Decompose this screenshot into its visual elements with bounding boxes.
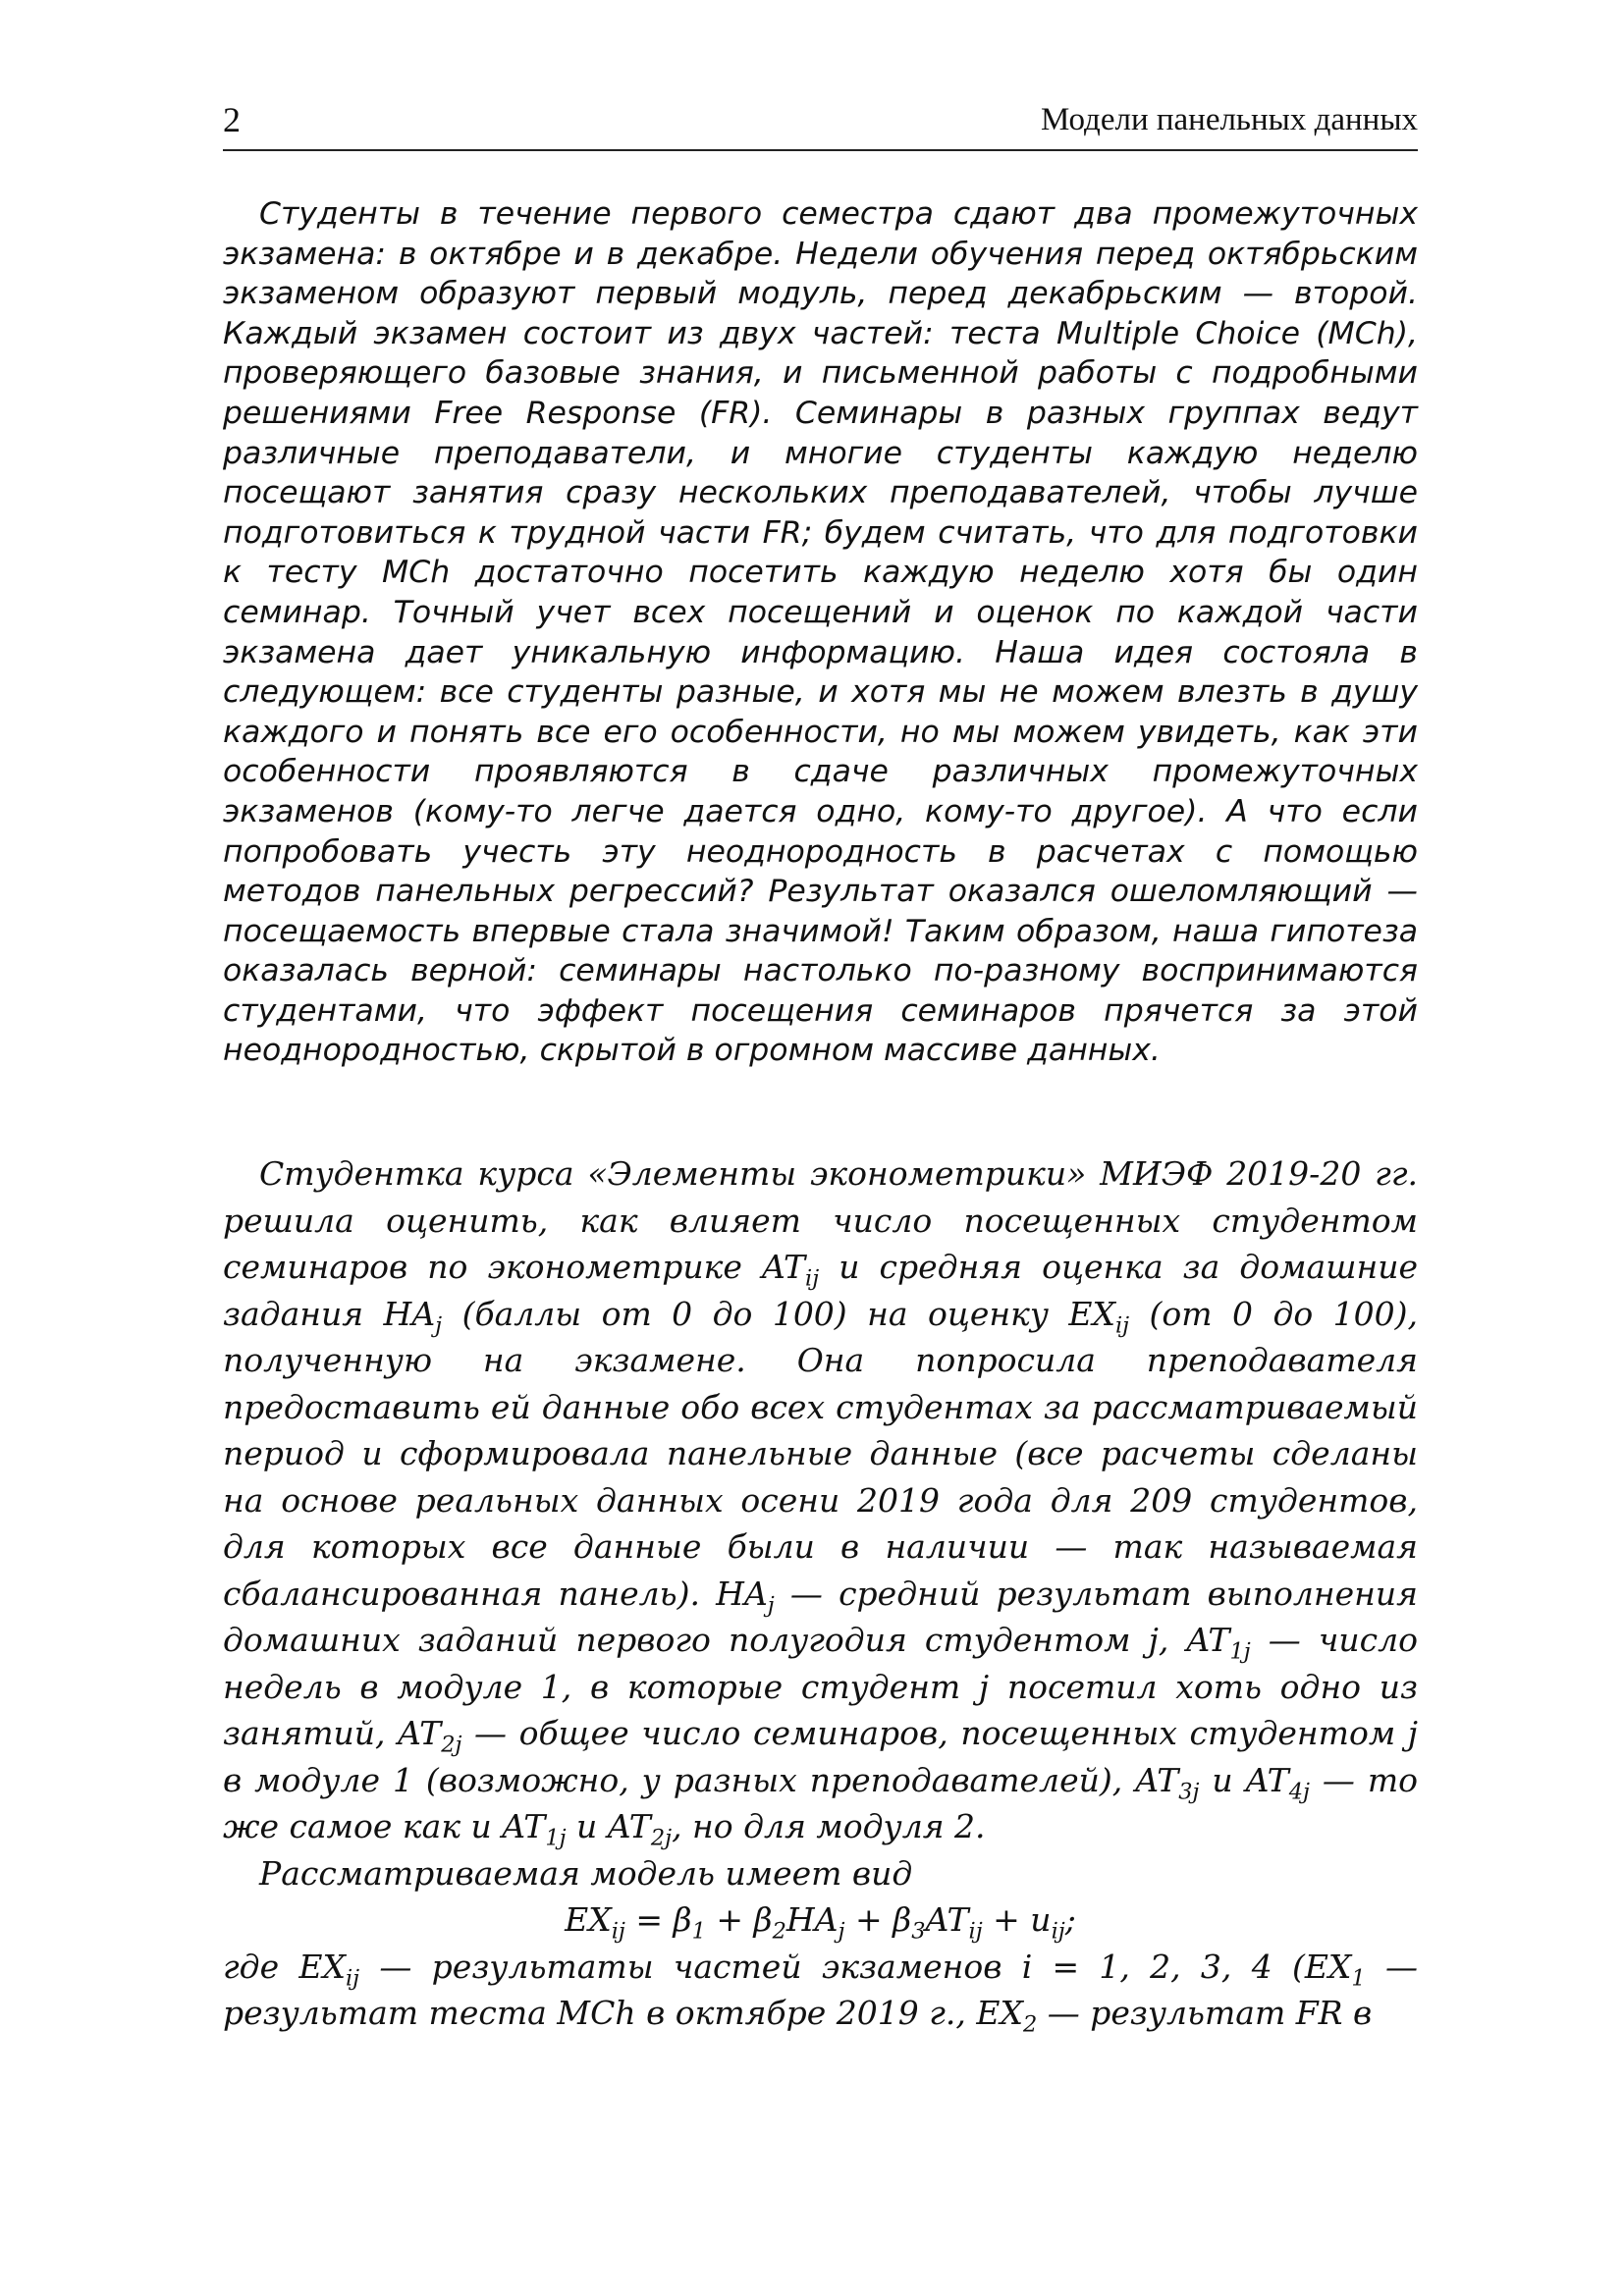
example-paragraph-3 (223, 1944, 1418, 2037)
math-symbol: $AT_{4j}$ (1245, 1760, 1310, 1805)
text-span: , но для модуля 2. (672, 1807, 986, 1845)
case-study-box (223, 194, 1418, 1071)
example-section (223, 1150, 1418, 2037)
text-span: (от 0 до 100), полученную на экзамене. Она попросила преподавателя предоставить ей данные обо всех студентах за рассматриваемый период и сформировала панельные данные (все расчеты сделаны на основе реальных данных осени 2019 года для 209 студентов, для которых все данные были в наличии — так называемая сбалансированная панель). (223, 1294, 1419, 1613)
model-formula: $EX_{ij} = \beta_1 + \beta_2HA_j + \beta_3AT_{ij} + u_{ij}$; (565, 1900, 1076, 1945)
text-span: и (1199, 1760, 1246, 1799)
text-span: — то же самое как и (223, 1760, 1419, 1845)
math-symbol: $EX_{ij}$ (298, 1947, 360, 1992)
math-symbol: $EX_{ij}$ (1068, 1294, 1130, 1339)
text-span: — результаты частей экзаменов i = 1, 2, 3, 4 ( (359, 1947, 1305, 1986)
text-span: — число недель в модуле 1, в которые студент j посетил хоть одно из занятий, (223, 1621, 1419, 1752)
math-symbol: $EX_2$ (976, 1994, 1038, 2038)
example-paragraph-2: Рассматриваемая модель имеет вид (259, 1853, 913, 1893)
page-number: 2 (223, 100, 241, 139)
math-symbol: $AT_{ij}$ (761, 1248, 820, 1292)
math-symbol: $HA_j$ (716, 1574, 775, 1619)
math-symbol: $AT_{1j}$ (1186, 1621, 1251, 1665)
text-span: и (566, 1807, 608, 1845)
text-span: Студентка курса «Элементы эконометрики» МИЭФ 2019-20 гг. решила оценить, как влияет число посещенных студентом семинаров по эконометрике (223, 1154, 1418, 1286)
math-symbol: $EX_1$ (1304, 1947, 1366, 1992)
text-span: — результат FR в (1037, 1994, 1373, 2032)
text-span: — общее число семинаров, посещенных студентом j в модуле 1 (возможно, у разных преподавателей), (223, 1714, 1418, 1799)
text-span: и средняя оценка за домашние задания (223, 1248, 1418, 1333)
math-symbol: $AT_{2j}$ (607, 1807, 673, 1851)
page-header (223, 98, 1418, 151)
text-span: — результат теста MCh в октябре 2019 г., (223, 1947, 1418, 2032)
example-paragraph-1 (223, 1150, 1418, 1850)
text-span: (баллы от 0 до 100) на оценку (442, 1294, 1069, 1333)
running-title: Модели панельных данных (1040, 102, 1418, 137)
math-symbol: $HA_j$ (383, 1294, 443, 1339)
math-symbol: $AT_{2j}$ (398, 1714, 462, 1758)
math-symbol: $AT_{3j}$ (1135, 1760, 1200, 1805)
text-span: — средний результат выполнения домашних заданий первого полугодия студентом j, (223, 1574, 1419, 1659)
case-study-paragraph: Студенты в течение первого семестра сдают два промежуточных экзамена: в октябре и в декабре. Недели обучения перед октябрьским экзаменом образуют первый модуль, перед декабрьским — второй. Каждый экзамен состоит из двух частей: теста Multiple Choice (MCh), проверяющего базовые знания, и письменной работы с подробными решениями Free Response (FR). Семинары в разных группах ведут различные преподаватели, и многие студенты каждую неделю посещают занятия сразу нескольких преподавателей, чтобы лучше подготовиться к трудной части FR; будем считать, что для подготовки к тесту MCh достаточно посетить каждую неделю хотя бы один семинар. Точный учет всех посещений и оценок по каждой части экзамена дает уникальную информацию. Наша идея состояла в следующем: все студенты разные, и хотя мы не можем влезть в душу каждого и понять все его особенности, но мы можем увидеть, как эти особенности проявляются в сдаче различных промежуточных экзаменов (кому-то легче дается одно, кому-то другое). А что если попробовать учесть эту неоднородность в расчетах с помощью методов панельных регрессий? Результат оказался ошеломляющий — посещаемость впервые стала значимой! Таким образом, наша гипотеза оказалась верной: семинары настолько по-разному воспринимаются студентами, что эффект посещения семинаров прячется за этой неоднородностью, скрытой в огромном массиве данных. (223, 196, 1418, 1069)
math-symbol: $AT_{1j}$ (502, 1807, 567, 1851)
text-span: где (223, 1947, 299, 1986)
